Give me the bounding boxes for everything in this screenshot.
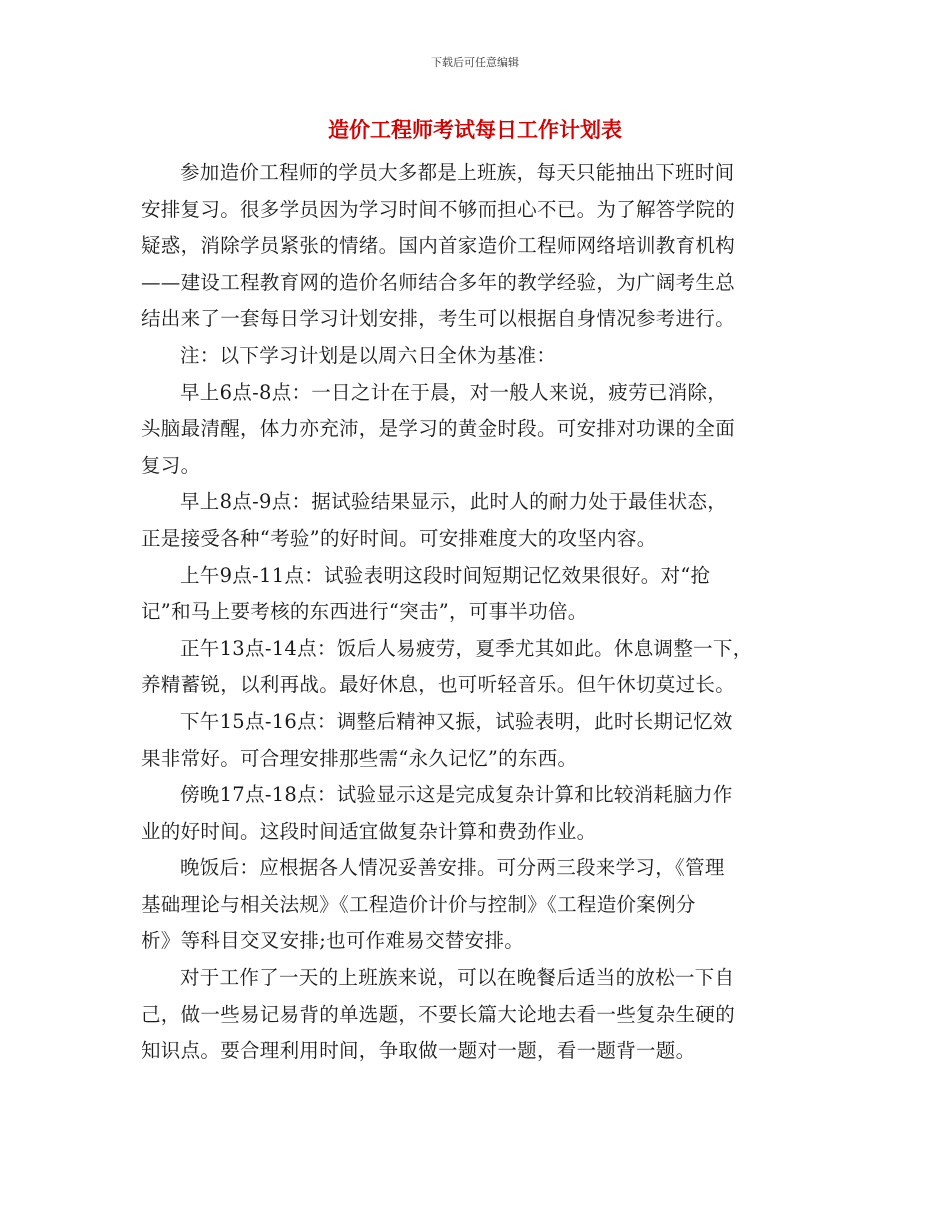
paragraph-closing xyxy=(141,960,809,1070)
text-line: 知识点。要合理利用时间，争取做一题对一题，看一题背一题。 xyxy=(141,1039,696,1063)
text-line: 安排复习。很多学员因为学习时间不够而担心不已。为了解答学院的 xyxy=(141,197,736,221)
text-line: 上午9点-11点：试验表明这段时间短期记忆效果很好。对“抢 xyxy=(180,563,711,587)
text-line: 早上6点-8点：一日之计在于晨，对一般人来说，疲劳已消除， xyxy=(180,380,728,404)
paragraph-9-11 xyxy=(141,558,809,631)
paragraph-intro xyxy=(141,155,809,338)
paragraph-evening xyxy=(141,850,809,960)
text-line: 正午13点-14点：饭后人易疲劳，夏季尤其如此。休息调整一下， xyxy=(180,636,753,660)
text-line: 下午15点-16点：调整后精神又振，试验表明，此时长期记忆效 xyxy=(180,709,733,733)
text-line: 果非常好。可合理安排那些需“永久记忆”的东西。 xyxy=(141,746,578,770)
document-body xyxy=(141,155,809,1070)
text-line: 析》等科目交叉安排;也可作难易交替安排。 xyxy=(141,929,525,953)
text-line: ——建设工程教育网的造价名师结合多年的教学经验，为广阔考生总 xyxy=(141,270,736,294)
text-line: 己，做一些易记易背的单选题，不要长篇大论地去看一些复杂生硬的 xyxy=(141,1002,736,1026)
text-line: 养精蓄锐，以利再战。最好休息，也可听轻音乐。但午休切莫过长。 xyxy=(141,673,736,697)
text-line: 早上8点-9点：据试验结果显示，此时人的耐力处于最佳状态， xyxy=(180,490,728,514)
text-line: 正是接受各种“考验”的好时间。可安排难度大的攻坚内容。 xyxy=(141,526,657,550)
text-line: 晚饭后：应根据各人情况妥善安排。可分两三段来学习，《管理 xyxy=(180,856,725,880)
text-line: 记”和马上要考核的东西进行“突击”，可事半功倍。 xyxy=(141,600,588,624)
document-title: 造价工程师考试每日工作计划表 xyxy=(328,118,622,142)
text-line: 傍晚17点-18点：试验显示这是完成复杂计算和比较消耗脑力作 xyxy=(180,783,733,807)
text-line: 业的好时间。这段时间适宜做复杂计算和费劲作业。 xyxy=(141,819,597,843)
paragraph-6-8 xyxy=(141,375,809,485)
paragraph-8-9 xyxy=(141,484,809,557)
paragraph-13-14 xyxy=(141,631,809,704)
text-line: 头脑最清醒，体力亦充沛，是学习的黄金时段。可安排对功课的全面 xyxy=(141,417,736,441)
text-line: 对于工作了一天的上班族来说，可以在晚餐后适当的放松一下自 xyxy=(180,966,735,990)
text-line: 基础理论与相关法规》《工程造价计价与控制》《工程造价案例分 xyxy=(141,892,696,916)
paragraph-note xyxy=(141,338,809,375)
text-line: 复习。 xyxy=(141,453,201,477)
text-line: 参加造价工程师的学员大多都是上班族，每天只能抽出下班时间 xyxy=(180,161,735,184)
header-note: 下载后可任意编辑 xyxy=(431,56,519,69)
text-line: 注：以下学习计划是以周六日全休为基准： xyxy=(180,343,557,367)
paragraph-17-18 xyxy=(141,777,809,850)
text-line: 结出来了一套每日学习计划安排，考生可以根据自身情况参考进行。 xyxy=(141,307,736,331)
text-line: 疑惑，消除学员紧张的情绪。国内首家造价工程师网络培训教育机构 xyxy=(141,234,736,258)
paragraph-15-16 xyxy=(141,704,809,777)
